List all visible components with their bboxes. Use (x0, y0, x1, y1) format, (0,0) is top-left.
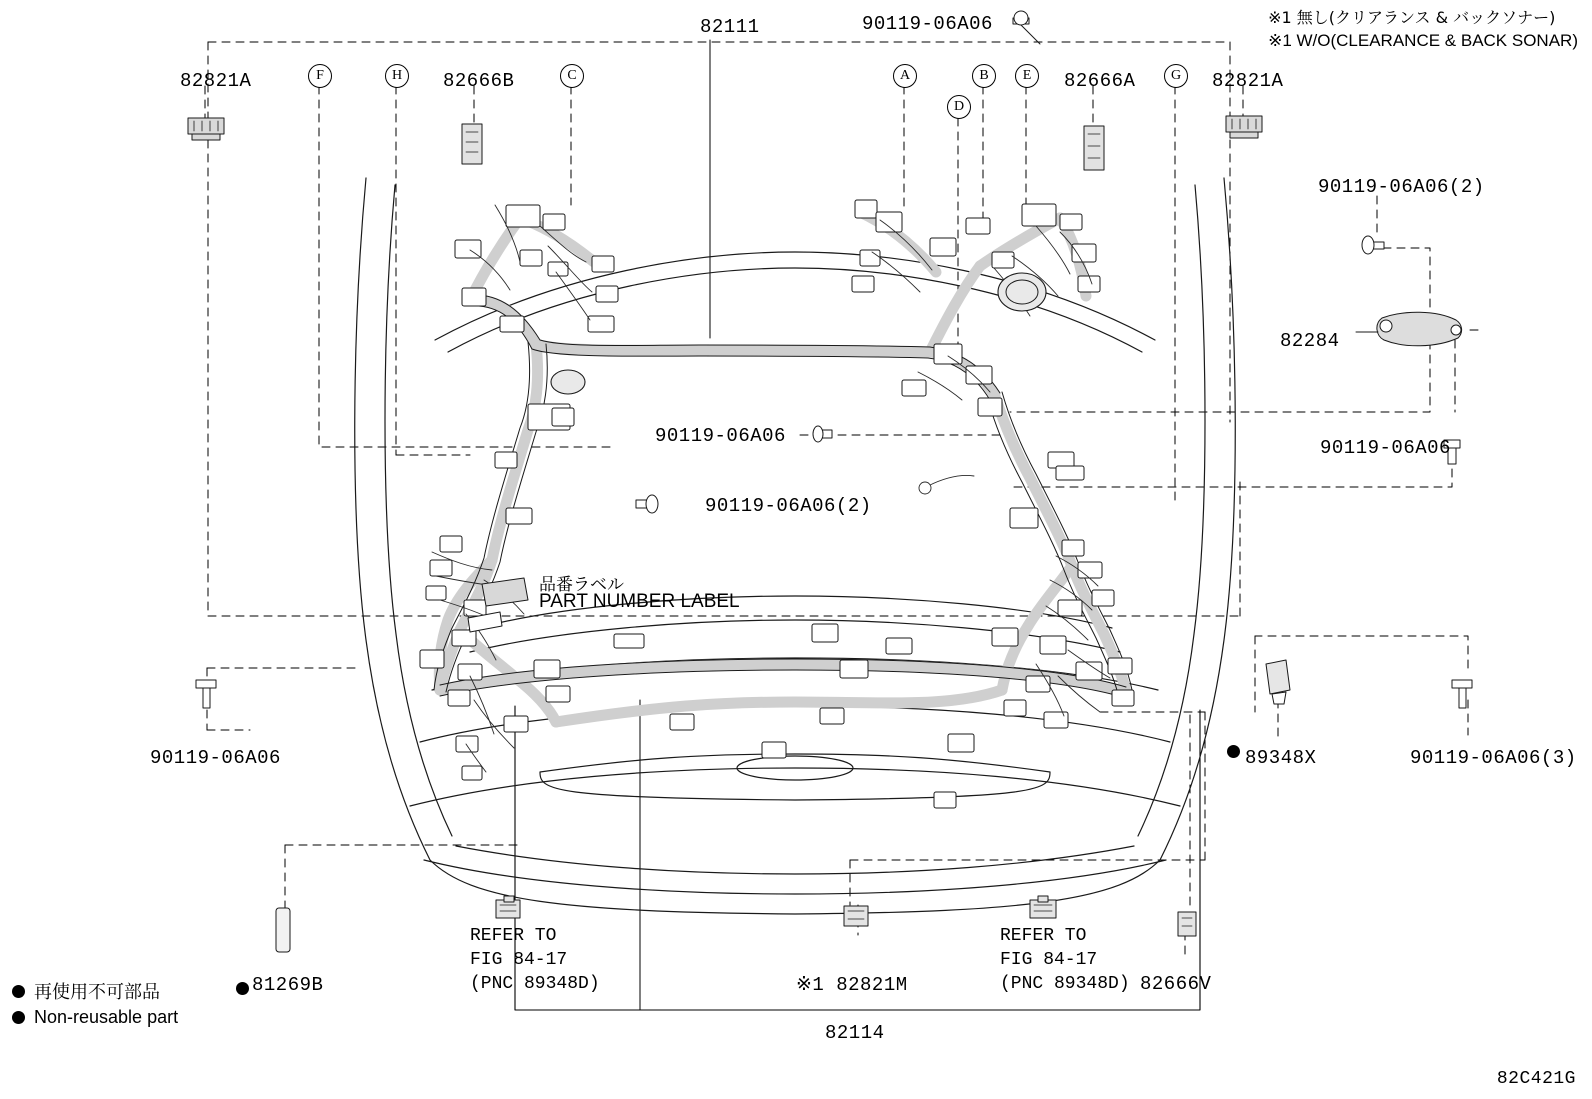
legend-row-en (12, 1004, 178, 1030)
filled-circle-icon (12, 985, 25, 998)
callout-90119-06A06-2-right: 90119-06A06(2) (1318, 176, 1485, 198)
refer-to-line: (PNC 89348D) (470, 974, 600, 994)
callout-82666B: 82666B (443, 70, 515, 92)
non-reusable-dot-81269B (236, 982, 249, 995)
callout-82666A: 82666A (1064, 70, 1136, 92)
part-number-label-jp: 品番ラベル (539, 575, 624, 595)
callout-82821M: ※1 82821M (796, 974, 908, 996)
note-line-jp: ※1 無し(クリアランス & バックソナー) (1268, 8, 1556, 27)
refer-to-line: (PNC 89348D) (1000, 974, 1130, 994)
filled-circle-icon (12, 1011, 25, 1024)
refer-to-line: REFER TO (1000, 926, 1087, 946)
ref-circle-D: D (947, 95, 971, 119)
callout-81269B: 81269B (252, 974, 324, 996)
callout-89348X: 89348X (1245, 747, 1317, 769)
non-reusable-dot-89348X (1227, 745, 1240, 758)
ref-circle-F: F (308, 64, 332, 88)
ref-circle-B: B (972, 64, 996, 88)
refer-to-block-right (1000, 924, 1130, 996)
legend-label-jp: 再使用不可部品 (34, 982, 160, 1003)
figure-code: 82C421G (1496, 1069, 1576, 1089)
callout-90119-06A06-3: 90119-06A06(3) (1410, 747, 1577, 769)
ref-circle-G: G (1164, 64, 1188, 88)
callout-90119-06A06-2-mid: 90119-06A06(2) (705, 495, 872, 517)
callout-82666V: 82666V (1140, 973, 1212, 995)
refer-to-line: REFER TO (470, 926, 557, 946)
diagram-notes (1268, 6, 1578, 52)
ref-circle-A: A (893, 64, 917, 88)
refer-to-block-left (470, 924, 600, 996)
callout-90119-06A06-bottom-left: 90119-06A06 (150, 747, 281, 769)
ref-circle-E: E (1015, 64, 1039, 88)
ref-circle-C: C (560, 64, 584, 88)
legend-label-en: Non-reusable part (34, 1006, 179, 1027)
ref-circle-H: H (385, 64, 409, 88)
callout-82821A-right: 82821A (1212, 70, 1284, 92)
callout-82111: 82111 (700, 16, 760, 38)
refer-to-line: FIG 84-17 (470, 950, 568, 970)
legend-row-jp (12, 978, 178, 1004)
callout-82821A-left: 82821A (180, 70, 252, 92)
legend (12, 978, 178, 1030)
callout-90119-06A06-top: 90119-06A06 (862, 13, 993, 35)
callout-90119-06A06-mid: 90119-06A06 (655, 425, 786, 447)
callout-82114: 82114 (825, 1022, 885, 1044)
callout-82284: 82284 (1280, 330, 1340, 352)
callout-90119-06A06-right: 90119-06A06 (1320, 437, 1451, 459)
note-line-en: ※1 W/O(CLEARANCE & BACK SONAR) (1268, 31, 1578, 50)
refer-to-line: FIG 84-17 (1000, 950, 1098, 970)
part-number-label-en: PART NUMBER LABEL (539, 591, 740, 612)
